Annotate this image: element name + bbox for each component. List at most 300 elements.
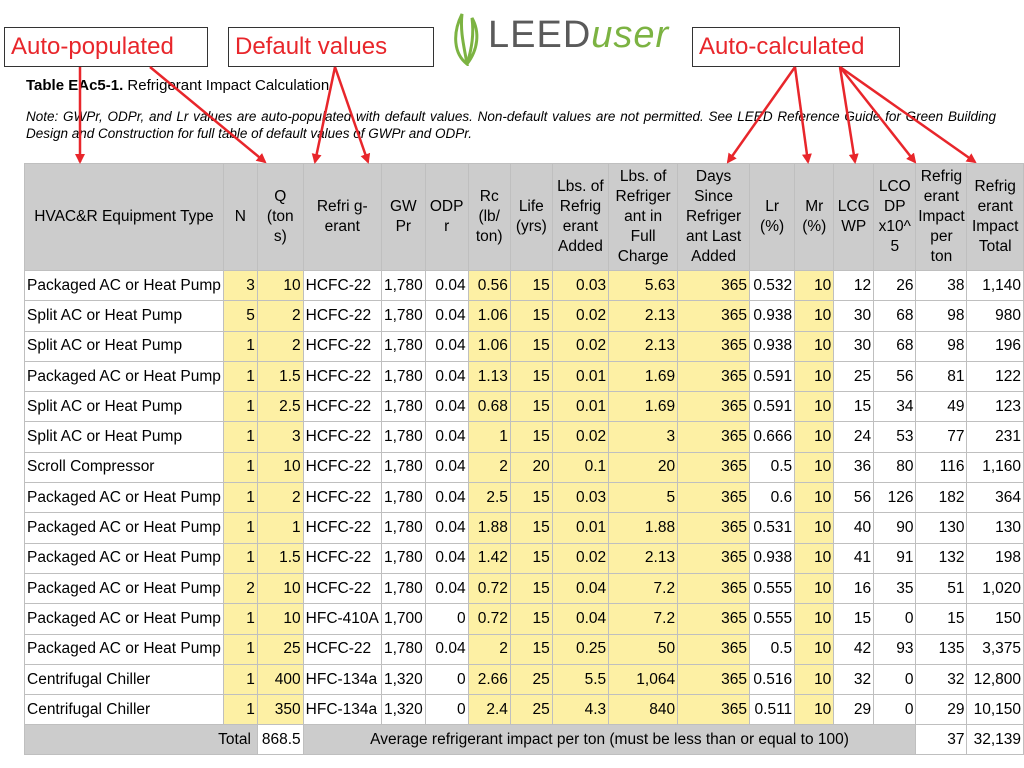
cell-lbs-added[interactable]: 0.03 (552, 271, 608, 301)
cell-life[interactable]: 15 (510, 271, 552, 301)
cell-impact-total: 196 (967, 331, 1024, 361)
cell-lcgwp: 12 (834, 271, 874, 301)
cell-impact-per-ton: 29 (916, 695, 967, 725)
cell-lcodp: 68 (874, 331, 916, 361)
total-q-value: 868.5 (257, 725, 303, 755)
cell-refrigerant: HCFC-22 (303, 483, 381, 513)
table-row (25, 634, 1024, 664)
cell-days-since-added[interactable]: 365 (678, 664, 750, 694)
cell-life[interactable]: 15 (510, 634, 552, 664)
col-header-lbs-added: Lbs. of Refrig erant Added (552, 164, 608, 271)
callout-auto-populated: Auto-populated (4, 27, 208, 67)
cell-impact-per-ton: 182 (916, 483, 967, 513)
cell-impact-per-ton: 135 (916, 634, 967, 664)
cell-mr[interactable]: 10 (795, 513, 834, 543)
cell-lbs-full-charge[interactable]: 2.13 (609, 543, 678, 573)
total-label: Total (25, 725, 258, 755)
cell-impact-per-ton: 81 (916, 361, 967, 391)
cell-mr[interactable]: 10 (795, 301, 834, 331)
cell-impact-per-ton: 130 (916, 513, 967, 543)
col-header-lcodp: LCO DP x10^ 5 (874, 164, 916, 271)
cell-n[interactable]: 1 (223, 483, 257, 513)
cell-mr[interactable]: 10 (795, 634, 834, 664)
cell-impact-total: 231 (967, 422, 1024, 452)
table-row (25, 573, 1024, 603)
cell-rc[interactable]: 1.88 (468, 513, 510, 543)
refrigerant-impact-table (24, 163, 1024, 755)
cell-gwpr: 1,780 (381, 573, 425, 603)
cell-lr: 0.938 (750, 331, 795, 361)
col-header-mr: Mr (%) (795, 164, 834, 271)
cell-rc[interactable]: 2.66 (468, 664, 510, 694)
cell-n[interactable]: 1 (223, 361, 257, 391)
cell-odpr: 0.04 (425, 452, 468, 482)
cell-hvac-equipment-type[interactable]: Packaged AC or Heat Pump (25, 543, 224, 573)
cell-mr[interactable]: 10 (795, 452, 834, 482)
cell-odpr: 0.04 (425, 361, 468, 391)
cell-lbs-added[interactable]: 5.5 (552, 664, 608, 694)
cell-life[interactable]: 15 (510, 392, 552, 422)
cell-lr: 0.555 (750, 573, 795, 603)
cell-lcgwp: 15 (834, 392, 874, 422)
cell-lr: 0.511 (750, 695, 795, 725)
cell-rc[interactable]: 0.72 (468, 604, 510, 634)
cell-impact-per-ton: 51 (916, 573, 967, 603)
table-row (25, 483, 1024, 513)
cell-hvac-equipment-type[interactable]: Split AC or Heat Pump (25, 392, 224, 422)
cell-lbs-full-charge[interactable]: 1.69 (609, 392, 678, 422)
cell-days-since-added[interactable]: 365 (678, 483, 750, 513)
average-impact-value: 37 (916, 725, 967, 755)
cell-hvac-equipment-type[interactable]: Packaged AC or Heat Pump (25, 483, 224, 513)
cell-life[interactable]: 15 (510, 543, 552, 573)
cell-n[interactable]: 1 (223, 664, 257, 694)
cell-mr[interactable]: 10 (795, 695, 834, 725)
table-row (25, 422, 1024, 452)
cell-refrigerant: HCFC-22 (303, 301, 381, 331)
cell-q-tons[interactable]: 400 (257, 664, 303, 694)
col-header-rc: Rc (lb/ ton) (468, 164, 510, 271)
cell-gwpr: 1,700 (381, 604, 425, 634)
cell-gwpr: 1,780 (381, 271, 425, 301)
cell-lr: 0.516 (750, 664, 795, 694)
cell-hvac-equipment-type[interactable]: Packaged AC or Heat Pump (25, 634, 224, 664)
cell-life[interactable]: 15 (510, 361, 552, 391)
cell-q-tons[interactable]: 2.5 (257, 392, 303, 422)
cell-impact-total: 198 (967, 543, 1024, 573)
cell-hvac-equipment-type[interactable]: Split AC or Heat Pump (25, 331, 224, 361)
cell-lbs-added[interactable]: 0.01 (552, 513, 608, 543)
cell-lr: 0.532 (750, 271, 795, 301)
cell-lbs-full-charge[interactable]: 50 (609, 634, 678, 664)
col-header-n: N (223, 164, 257, 271)
cell-lbs-added[interactable]: 0.02 (552, 331, 608, 361)
average-label: Average refrigerant impact per ton (must be less than or equal to 100) (303, 725, 916, 755)
cell-impact-total: 364 (967, 483, 1024, 513)
table-title-number: Table EAc5-1. (26, 77, 124, 94)
cell-days-since-added[interactable]: 365 (678, 573, 750, 603)
cell-impact-total: 1,160 (967, 452, 1024, 482)
table-row (25, 361, 1024, 391)
cell-refrigerant: HFC-410A (303, 604, 381, 634)
cell-gwpr: 1,780 (381, 483, 425, 513)
cell-n[interactable]: 1 (223, 422, 257, 452)
cell-impact-per-ton: 132 (916, 543, 967, 573)
cell-refrigerant: HCFC-22 (303, 422, 381, 452)
cell-rc[interactable]: 1.06 (468, 331, 510, 361)
cell-lr: 0.591 (750, 361, 795, 391)
cell-impact-total: 980 (967, 301, 1024, 331)
cell-days-since-added[interactable]: 365 (678, 634, 750, 664)
cell-mr[interactable]: 10 (795, 361, 834, 391)
cell-n[interactable]: 5 (223, 301, 257, 331)
cell-odpr: 0 (425, 664, 468, 694)
cell-days-since-added[interactable]: 365 (678, 271, 750, 301)
cell-impact-total: 150 (967, 604, 1024, 634)
col-header-hvac-equipment-type: HVAC&R Equipment Type (25, 164, 224, 271)
cell-impact-total: 12,800 (967, 664, 1024, 694)
cell-life[interactable]: 20 (510, 452, 552, 482)
cell-hvac-equipment-type[interactable]: Packaged AC or Heat Pump (25, 604, 224, 634)
cell-hvac-equipment-type[interactable]: Packaged AC or Heat Pump (25, 271, 224, 301)
cell-refrigerant: HCFC-22 (303, 543, 381, 573)
cell-odpr: 0.04 (425, 573, 468, 603)
cell-odpr: 0 (425, 604, 468, 634)
table-header-row (25, 164, 1024, 271)
cell-lcgwp: 32 (834, 664, 874, 694)
cell-n[interactable]: 1 (223, 331, 257, 361)
cell-odpr: 0.04 (425, 301, 468, 331)
cell-lr: 0.555 (750, 604, 795, 634)
cell-lcodp: 53 (874, 422, 916, 452)
cell-lcgwp: 41 (834, 543, 874, 573)
cell-lcodp: 126 (874, 483, 916, 513)
cell-gwpr: 1,780 (381, 301, 425, 331)
cell-impact-per-ton: 77 (916, 422, 967, 452)
table-row (25, 513, 1024, 543)
cell-lcgwp: 30 (834, 301, 874, 331)
cell-life[interactable]: 15 (510, 483, 552, 513)
cell-lbs-added[interactable]: 0.01 (552, 392, 608, 422)
cell-rc[interactable]: 1.13 (468, 361, 510, 391)
cell-lcgwp: 29 (834, 695, 874, 725)
cell-n[interactable]: 1 (223, 392, 257, 422)
table-row (25, 664, 1024, 694)
cell-gwpr: 1,780 (381, 392, 425, 422)
cell-impact-total: 1,140 (967, 271, 1024, 301)
cell-lbs-added[interactable]: 0.25 (552, 634, 608, 664)
cell-gwpr: 1,780 (381, 422, 425, 452)
cell-rc[interactable]: 0.56 (468, 271, 510, 301)
cell-days-since-added[interactable]: 365 (678, 604, 750, 634)
cell-lbs-full-charge[interactable]: 2.13 (609, 331, 678, 361)
cell-lcodp: 34 (874, 392, 916, 422)
col-header-odpr: ODP r (425, 164, 468, 271)
cell-mr[interactable]: 10 (795, 543, 834, 573)
table-row (25, 271, 1024, 301)
logo-text-user: user (591, 14, 670, 56)
cell-mr[interactable]: 10 (795, 331, 834, 361)
cell-odpr: 0.04 (425, 483, 468, 513)
cell-hvac-equipment-type[interactable]: Packaged AC or Heat Pump (25, 361, 224, 391)
col-header-impact-total: Refrig erant Impact Total (967, 164, 1024, 271)
table-note: Note: GWPr, ODPr, and Lr values are auto-populated with default values. Non-default values are not permitted. See LEED Reference Guide for Green Building Design and Construction for full table of default values of GWPr and ODPr. (26, 109, 996, 141)
cell-life[interactable]: 25 (510, 695, 552, 725)
cell-n[interactable]: 3 (223, 271, 257, 301)
cell-q-tons[interactable]: 10 (257, 604, 303, 634)
cell-lr: 0.666 (750, 422, 795, 452)
cell-life[interactable]: 15 (510, 604, 552, 634)
cell-rc[interactable]: 2.5 (468, 483, 510, 513)
cell-days-since-added[interactable]: 365 (678, 392, 750, 422)
cell-odpr: 0.04 (425, 331, 468, 361)
cell-lcgwp: 15 (834, 604, 874, 634)
cell-n[interactable]: 1 (223, 452, 257, 482)
cell-impact-per-ton: 116 (916, 452, 967, 482)
table-title-text: Refrigerant Impact Calculation (123, 77, 330, 94)
cell-gwpr: 1,320 (381, 664, 425, 694)
cell-mr[interactable]: 10 (795, 664, 834, 694)
table-row (25, 604, 1024, 634)
cell-lcodp: 0 (874, 664, 916, 694)
cell-impact-total: 3,375 (967, 634, 1024, 664)
cell-n[interactable]: 1 (223, 695, 257, 725)
cell-lcgwp: 36 (834, 452, 874, 482)
col-header-lcgwp: LCG WP (834, 164, 874, 271)
cell-rc[interactable]: 2 (468, 452, 510, 482)
cell-impact-total: 10,150 (967, 695, 1024, 725)
cell-mr[interactable]: 10 (795, 483, 834, 513)
col-header-lr: Lr (%) (750, 164, 795, 271)
cell-q-tons[interactable]: 1 (257, 513, 303, 543)
cell-life[interactable]: 15 (510, 301, 552, 331)
cell-lcodp: 93 (874, 634, 916, 664)
cell-life[interactable]: 15 (510, 422, 552, 452)
cell-lbs-added[interactable]: 0.01 (552, 361, 608, 391)
cell-refrigerant: HCFC-22 (303, 331, 381, 361)
cell-odpr: 0.04 (425, 543, 468, 573)
cell-lr: 0.531 (750, 513, 795, 543)
cell-mr[interactable]: 10 (795, 573, 834, 603)
cell-days-since-added[interactable]: 365 (678, 513, 750, 543)
cell-n[interactable]: 2 (223, 573, 257, 603)
cell-q-tons[interactable]: 2 (257, 301, 303, 331)
col-header-gwpr: GW Pr (381, 164, 425, 271)
cell-mr[interactable]: 10 (795, 422, 834, 452)
cell-days-since-added[interactable]: 365 (678, 452, 750, 482)
cell-lcgwp: 40 (834, 513, 874, 543)
cell-lcgwp: 16 (834, 573, 874, 603)
cell-hvac-equipment-type[interactable]: Packaged AC or Heat Pump (25, 573, 224, 603)
cell-lbs-added[interactable]: 0.02 (552, 543, 608, 573)
table-row (25, 452, 1024, 482)
cell-lcodp: 0 (874, 695, 916, 725)
cell-gwpr: 1,780 (381, 513, 425, 543)
cell-impact-per-ton: 98 (916, 331, 967, 361)
cell-gwpr: 1,780 (381, 452, 425, 482)
cell-rc[interactable]: 1 (468, 422, 510, 452)
cell-refrigerant: HCFC-22 (303, 634, 381, 664)
cell-life[interactable]: 15 (510, 513, 552, 543)
cell-gwpr: 1,780 (381, 634, 425, 664)
cell-hvac-equipment-type[interactable]: Split AC or Heat Pump (25, 422, 224, 452)
cell-q-tons[interactable]: 10 (257, 452, 303, 482)
cell-odpr: 0.04 (425, 422, 468, 452)
cell-refrigerant: HCFC-22 (303, 361, 381, 391)
cell-lbs-full-charge[interactable]: 7.2 (609, 573, 678, 603)
cell-rc[interactable]: 1.42 (468, 543, 510, 573)
cell-lcgwp: 56 (834, 483, 874, 513)
cell-impact-per-ton: 38 (916, 271, 967, 301)
cell-q-tons[interactable]: 350 (257, 695, 303, 725)
table-row (25, 543, 1024, 573)
leaf-icon (450, 10, 484, 66)
cell-refrigerant: HCFC-22 (303, 271, 381, 301)
cell-days-since-added[interactable]: 365 (678, 422, 750, 452)
table-row (25, 695, 1024, 725)
cell-rc[interactable]: 2.4 (468, 695, 510, 725)
cell-lbs-full-charge[interactable]: 2.13 (609, 301, 678, 331)
cell-lr: 0.591 (750, 392, 795, 422)
cell-q-tons[interactable]: 25 (257, 634, 303, 664)
cell-lcodp: 91 (874, 543, 916, 573)
cell-lcodp: 80 (874, 452, 916, 482)
table-row (25, 392, 1024, 422)
col-header-days-since-added: Days Since Refriger ant Last Added (678, 164, 750, 271)
cell-lbs-full-charge[interactable]: 1.88 (609, 513, 678, 543)
cell-hvac-equipment-type[interactable]: Scroll Compressor (25, 452, 224, 482)
cell-lr: 0.938 (750, 543, 795, 573)
cell-impact-total: 122 (967, 361, 1024, 391)
cell-lbs-full-charge[interactable]: 1.69 (609, 361, 678, 391)
cell-impact-total: 123 (967, 392, 1024, 422)
cell-lr: 0.938 (750, 301, 795, 331)
callout-default-values: Default values (228, 27, 434, 67)
cell-lbs-full-charge[interactable]: 3 (609, 422, 678, 452)
cell-lr: 0.5 (750, 452, 795, 482)
cell-lr: 0.6 (750, 483, 795, 513)
cell-lbs-full-charge[interactable]: 840 (609, 695, 678, 725)
cell-odpr: 0.04 (425, 271, 468, 301)
col-header-q-tons: Q (ton s) (257, 164, 303, 271)
cell-life[interactable]: 25 (510, 664, 552, 694)
cell-mr[interactable]: 10 (795, 271, 834, 301)
cell-lcodp: 68 (874, 301, 916, 331)
cell-q-tons[interactable]: 10 (257, 271, 303, 301)
cell-n[interactable]: 1 (223, 543, 257, 573)
col-header-impact-per-ton: Refrig erant Impact per ton (916, 164, 967, 271)
cell-hvac-equipment-type[interactable]: Centrifugal Chiller (25, 695, 224, 725)
cell-days-since-added[interactable]: 365 (678, 331, 750, 361)
cell-gwpr: 1,780 (381, 361, 425, 391)
cell-lbs-added[interactable]: 0.03 (552, 483, 608, 513)
cell-lbs-full-charge[interactable]: 5.63 (609, 271, 678, 301)
table-row (25, 301, 1024, 331)
table-footer-row (25, 725, 1024, 755)
cell-life[interactable]: 15 (510, 331, 552, 361)
cell-mr[interactable]: 10 (795, 392, 834, 422)
cell-refrigerant: HCFC-22 (303, 452, 381, 482)
cell-lr: 0.5 (750, 634, 795, 664)
cell-q-tons[interactable]: 10 (257, 573, 303, 603)
cell-lbs-added[interactable]: 0.02 (552, 301, 608, 331)
cell-refrigerant: HFC-134a (303, 695, 381, 725)
logo-text-leed: LEED (488, 14, 592, 56)
col-header-refrigerant: Refri g- erant (303, 164, 381, 271)
cell-lcgwp: 42 (834, 634, 874, 664)
col-header-life: Life (yrs) (510, 164, 552, 271)
cell-life[interactable]: 15 (510, 573, 552, 603)
cell-rc[interactable]: 1.06 (468, 301, 510, 331)
cell-lcodp: 26 (874, 271, 916, 301)
cell-lcgwp: 30 (834, 331, 874, 361)
cell-lcgwp: 24 (834, 422, 874, 452)
cell-impact-per-ton: 32 (916, 664, 967, 694)
cell-gwpr: 1,320 (381, 695, 425, 725)
cell-rc[interactable]: 2 (468, 634, 510, 664)
cell-lbs-full-charge[interactable]: 1,064 (609, 664, 678, 694)
cell-q-tons[interactable]: 2 (257, 483, 303, 513)
cell-lcodp: 90 (874, 513, 916, 543)
cell-refrigerant: HCFC-22 (303, 513, 381, 543)
cell-lcodp: 56 (874, 361, 916, 391)
table-row (25, 331, 1024, 361)
cell-lbs-added[interactable]: 4.3 (552, 695, 608, 725)
cell-mr[interactable]: 10 (795, 604, 834, 634)
cell-odpr: 0.04 (425, 392, 468, 422)
cell-n[interactable]: 1 (223, 634, 257, 664)
cell-lbs-added[interactable]: 0.1 (552, 452, 608, 482)
cell-days-since-added[interactable]: 365 (678, 301, 750, 331)
cell-days-since-added[interactable]: 365 (678, 543, 750, 573)
cell-refrigerant: HFC-134a (303, 664, 381, 694)
cell-odpr: 0.04 (425, 513, 468, 543)
cell-lcgwp: 25 (834, 361, 874, 391)
cell-q-tons[interactable]: 1.5 (257, 543, 303, 573)
cell-impact-total: 130 (967, 513, 1024, 543)
cell-impact-total: 1,020 (967, 573, 1024, 603)
col-header-lbs-full-charge: Lbs. of Refriger ant in Full Charge (609, 164, 678, 271)
cell-refrigerant: HCFC-22 (303, 573, 381, 603)
cell-gwpr: 1,780 (381, 331, 425, 361)
cell-rc[interactable]: 0.72 (468, 573, 510, 603)
table-title (26, 77, 329, 94)
cell-lcodp: 35 (874, 573, 916, 603)
cell-days-since-added[interactable]: 365 (678, 695, 750, 725)
cell-hvac-equipment-type[interactable]: Packaged AC or Heat Pump (25, 513, 224, 543)
cell-impact-per-ton: 15 (916, 604, 967, 634)
cell-lbs-full-charge[interactable]: 20 (609, 452, 678, 482)
cell-lbs-full-charge[interactable]: 5 (609, 483, 678, 513)
cell-hvac-equipment-type[interactable]: Split AC or Heat Pump (25, 301, 224, 331)
cell-lbs-added[interactable]: 0.02 (552, 422, 608, 452)
cell-impact-per-ton: 98 (916, 301, 967, 331)
cell-lbs-added[interactable]: 0.04 (552, 604, 608, 634)
cell-n[interactable]: 1 (223, 604, 257, 634)
cell-q-tons[interactable]: 1.5 (257, 361, 303, 391)
cell-q-tons[interactable]: 3 (257, 422, 303, 452)
cell-lbs-full-charge[interactable]: 7.2 (609, 604, 678, 634)
cell-n[interactable]: 1 (223, 513, 257, 543)
cell-refrigerant: HCFC-22 (303, 392, 381, 422)
cell-days-since-added[interactable]: 365 (678, 361, 750, 391)
callout-auto-calculated: Auto-calculated (692, 27, 900, 67)
cell-hvac-equipment-type[interactable]: Centrifugal Chiller (25, 664, 224, 694)
cell-q-tons[interactable]: 2 (257, 331, 303, 361)
cell-lbs-added[interactable]: 0.04 (552, 573, 608, 603)
cell-rc[interactable]: 0.68 (468, 392, 510, 422)
cell-odpr: 0 (425, 695, 468, 725)
